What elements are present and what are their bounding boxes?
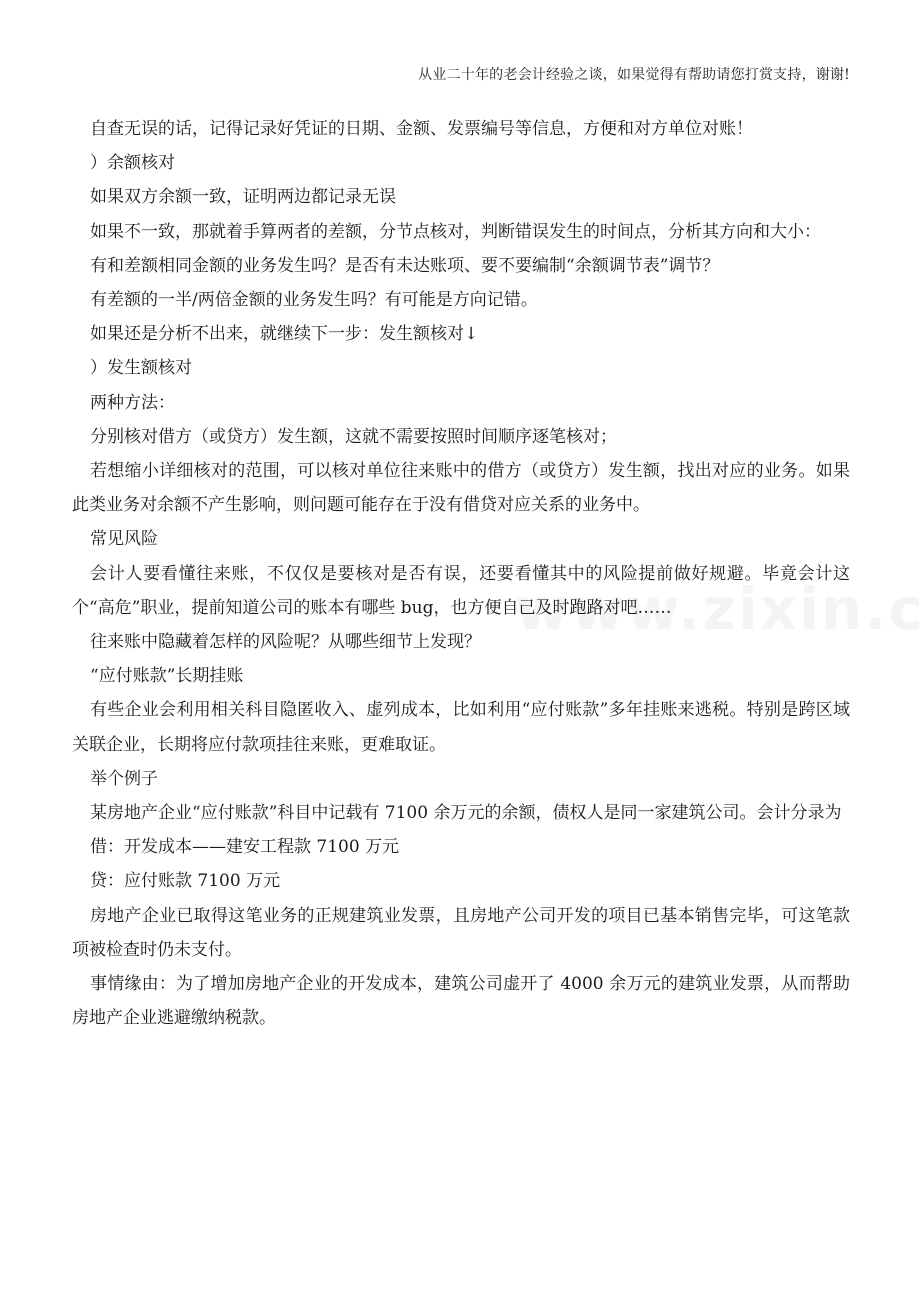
section-heading: ）余额核对 — [90, 153, 175, 174]
paragraph: 有和差额相同金额的业务发生吗？是否有未达账项、要不要编制“余额调节表”调节？ — [90, 255, 720, 276]
page-header: 从业二十年的老会计经验之谈，如果觉得有帮助请您打赏支持，谢谢! — [418, 67, 850, 83]
paragraph: 有些企业会利用相关科目隐匿收入、虚列成本，比如利用“应付账款”多年挂账来逃税。特别是跨区域关联企业，长期将应付款项挂往来账，更难取证。 — [72, 700, 850, 755]
journal-entry-debit: 借：开发成本——建安工程款 7100 万元 — [90, 837, 400, 858]
section-heading: ）发生额核对 — [90, 358, 192, 379]
paragraph: 房地产企业已取得这笔业务的正规建筑业发票，且房地产公司开发的项目已基本销售完毕，可这笔款项被检查时仍未支付。 — [72, 905, 850, 960]
paragraph: 事情缘由：为了增加房地产企业的开发成本，建筑公司虚开了 4000 余万元的建筑业发票，从而帮助房地产企业逃避缴纳税款。 — [72, 974, 850, 1029]
section-heading: 举个例子 — [90, 768, 158, 789]
paragraph: 若想缩小详细核对的范围，可以核对单位往来账中的借方（或贷方）发生额，找出对应的业务。如果此类业务对余额不产生影响，则问题可能存在于没有借贷对应关系的业务中。 — [72, 461, 850, 516]
paragraph: 如果不一致，那就着手算两者的差额，分节点核对，判断错误发生的时间点，分析其方向和大小： — [90, 221, 821, 242]
section-heading: “应付账款”长期挂账 — [90, 666, 244, 687]
paragraph: 往来账中隐藏着怎样的风险呢？从哪些细节上发现？ — [90, 632, 481, 653]
paragraph: 会计人要看懂往来账，不仅仅是要核对是否有误，还要看懂其中的风险提前做好规避。毕竟会计这个“高危”职业，提前知道公司的账本有哪些 bug，也方便自己及时跑路对吧…… — [72, 563, 850, 618]
journal-entry-credit: 贷：应付账款 7100 万元 — [90, 871, 281, 892]
section-heading: 常见风险 — [90, 529, 158, 550]
document-body — [72, 112, 850, 1035]
paragraph: 某房地产企业“应付账款”科目中记载有 7100 余万元的余额，债权人是同一家建筑公司。会计分录为 — [90, 803, 842, 824]
paragraph: 两种方法： — [90, 392, 175, 413]
paragraph: 自查无误的话，记得记录好凭证的日期、金额、发票编号等信息，方便和对方单位对账！ — [90, 119, 753, 139]
paragraph: 如果双方余额一致，证明两边都记录无误 — [90, 187, 396, 208]
paragraph: 如果还是分析不出来，就继续下一步：发生额核对↓ — [90, 324, 479, 345]
paragraph: 分别核对借方（或贷方）发生额，这就不需要按照时间顺序逐笔核对； — [90, 426, 617, 447]
paragraph: 有差额的一半/两倍金额的业务发生吗？有可能是方向记错。 — [90, 290, 538, 311]
